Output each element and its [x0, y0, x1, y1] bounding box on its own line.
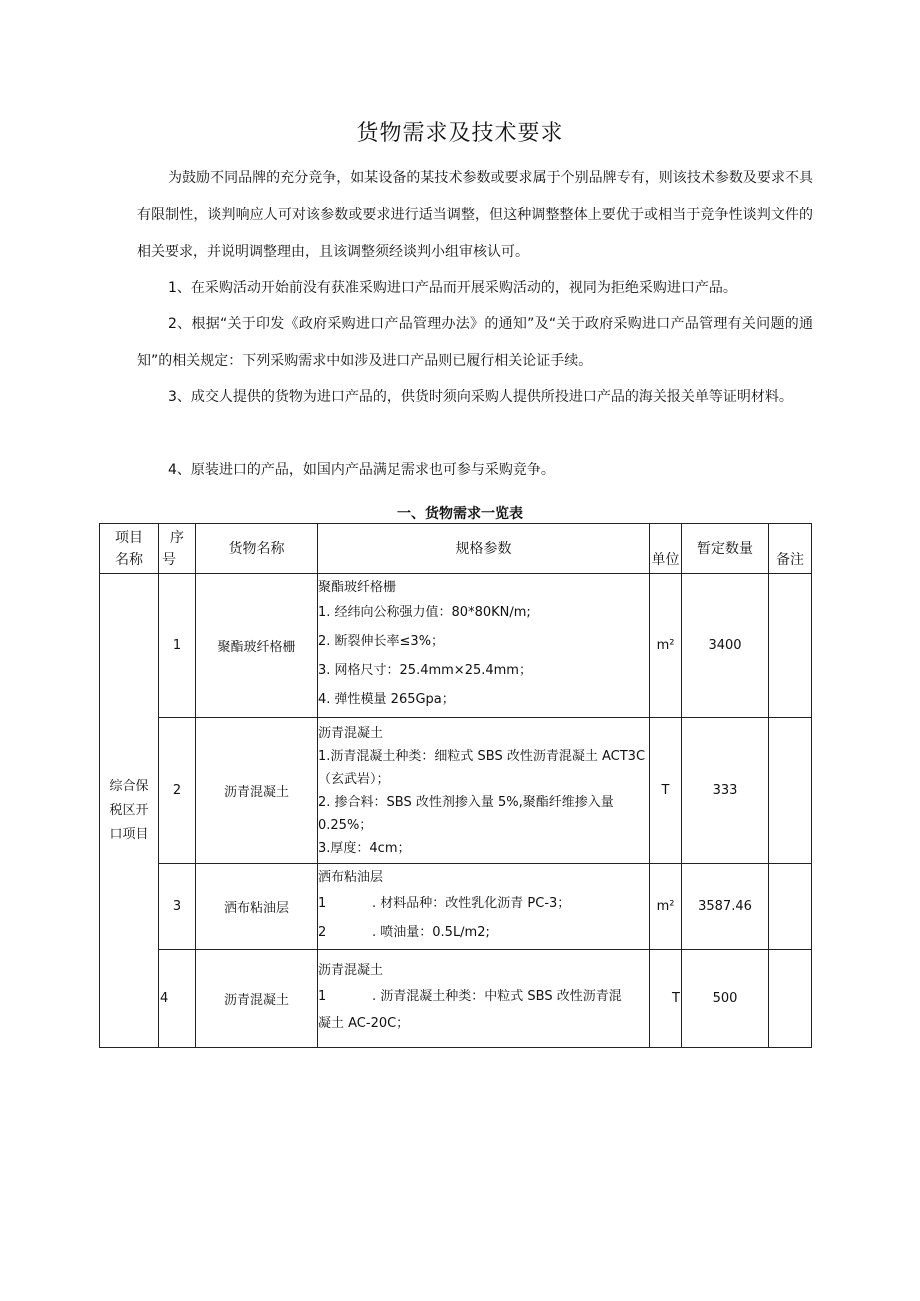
- qty-cell: 333: [682, 718, 769, 864]
- header-name: 货物名称: [196, 524, 318, 574]
- table-row: [100, 718, 812, 864]
- note-cell: [769, 718, 812, 864]
- requirements-table: [99, 523, 812, 1048]
- note-cell: [769, 950, 812, 1048]
- unit-cell: m²: [650, 574, 682, 718]
- table-row: [100, 574, 812, 718]
- table-caption: 一、货物需求一览表: [397, 506, 523, 522]
- project-name-cell: 综合保 税区开 口项目: [100, 574, 159, 1048]
- qty-cell: 3400: [682, 574, 769, 718]
- header-note: 备注: [769, 524, 812, 574]
- seq-cell: 1: [159, 574, 196, 718]
- clause-4: 4、原装进口的产品，如国内产品满足需求也可参与采购竞争。: [168, 462, 555, 478]
- spec-cell: 沥青混凝土 1 . 沥青混凝土种类：中粒式 SBS 改性沥青混 凝土 AC-20C；: [318, 950, 650, 1048]
- item-name-cell: 洒布粘油层: [196, 864, 318, 950]
- seq-cell: 2: [159, 718, 196, 864]
- item-name-cell: 沥青混凝土: [196, 950, 318, 1048]
- note-cell: [769, 864, 812, 950]
- spec-cell: 沥青混凝土 1.沥青混凝土种类：细粒式 SBS 改性沥青混凝土 ACT3C（玄武岩）； 2. 掺合料：SBS 改性剂掺入量 5%,聚酯纤维掺入量 0.25%； 3.厚度：4cm；: [318, 718, 650, 864]
- seq-cell: 3: [159, 864, 196, 950]
- spec-item: 1 . 沥青混凝土种类：中粒式 SBS 改性沥青混: [318, 988, 622, 1004]
- intro-paragraph: 为鼓励不同品牌的充分竞争，如某设备的某技术参数或要求属于个别品牌专有，则该技术参数及要求不具有限制性，谈判响应人可对该参数或要求进行适当调整，但这种调整整体上要优于或相当于竞争性谈判文件的相关要求，并说明调整理由，且该调整须经谈判小组审核认可。: [137, 170, 813, 260]
- unit-cell: T: [650, 950, 682, 1048]
- item-name-cell: 聚酯玻纤格栅: [196, 574, 318, 718]
- spec-cell: 聚酯玻纤格栅 1. 经纬向公称强力值：80*80KN∕m; 2. 断裂伸长率≤3%； 3. 网格尺寸：25.4mm×25.4mm； 4. 弹性模量 265Gpa；: [318, 574, 650, 718]
- item-name-cell: 沥青混凝土: [196, 718, 318, 864]
- note-cell: [769, 574, 812, 718]
- seq-cell: 4: [159, 950, 196, 1048]
- table-row: [100, 950, 812, 1048]
- clause-1: 1、在采购活动开始前没有获准采购进口产品而开展采购活动的，视同为拒绝采购进口产品。: [168, 280, 737, 296]
- header-seq: 序 号: [159, 524, 196, 574]
- table-row: [100, 864, 812, 950]
- header-spec: 规格参数: [318, 524, 650, 574]
- qty-cell: 3587.46: [682, 864, 769, 950]
- unit-cell: T: [650, 718, 682, 864]
- clause-2: 2、根据“关于印发《政府采购进口产品管理办法》的通知”及“关于政府采购进口产品管理有关问题的通知”的相关规定：下列采购需求中如涉及进口产品则已履行相关论证手续。: [137, 316, 813, 369]
- clause-3: 3、成交人提供的货物为进口产品的，供货时须向采购人提供所投进口产品的海关报关单等证明材料。: [168, 389, 793, 405]
- header-project: 项目 名称: [100, 524, 159, 574]
- header-unit: 单位: [650, 524, 682, 574]
- spec-item: 1 . 材料品种：改性乳化沥青 PC-3；: [318, 895, 571, 911]
- page-title: 货物需求及技术要求: [356, 121, 564, 146]
- table-header-row: [100, 524, 812, 574]
- header-qty: 暂定数量: [682, 524, 769, 574]
- spec-item: 2 . 喷油量：0.5L∕m2;: [318, 924, 490, 940]
- unit-cell: m²: [650, 864, 682, 950]
- spec-cell: 洒布粘油层 1 . 材料品种：改性乳化沥青 PC-3； 2 . 喷油量：0.5L∕m2;: [318, 864, 650, 950]
- qty-cell: 500: [682, 950, 769, 1048]
